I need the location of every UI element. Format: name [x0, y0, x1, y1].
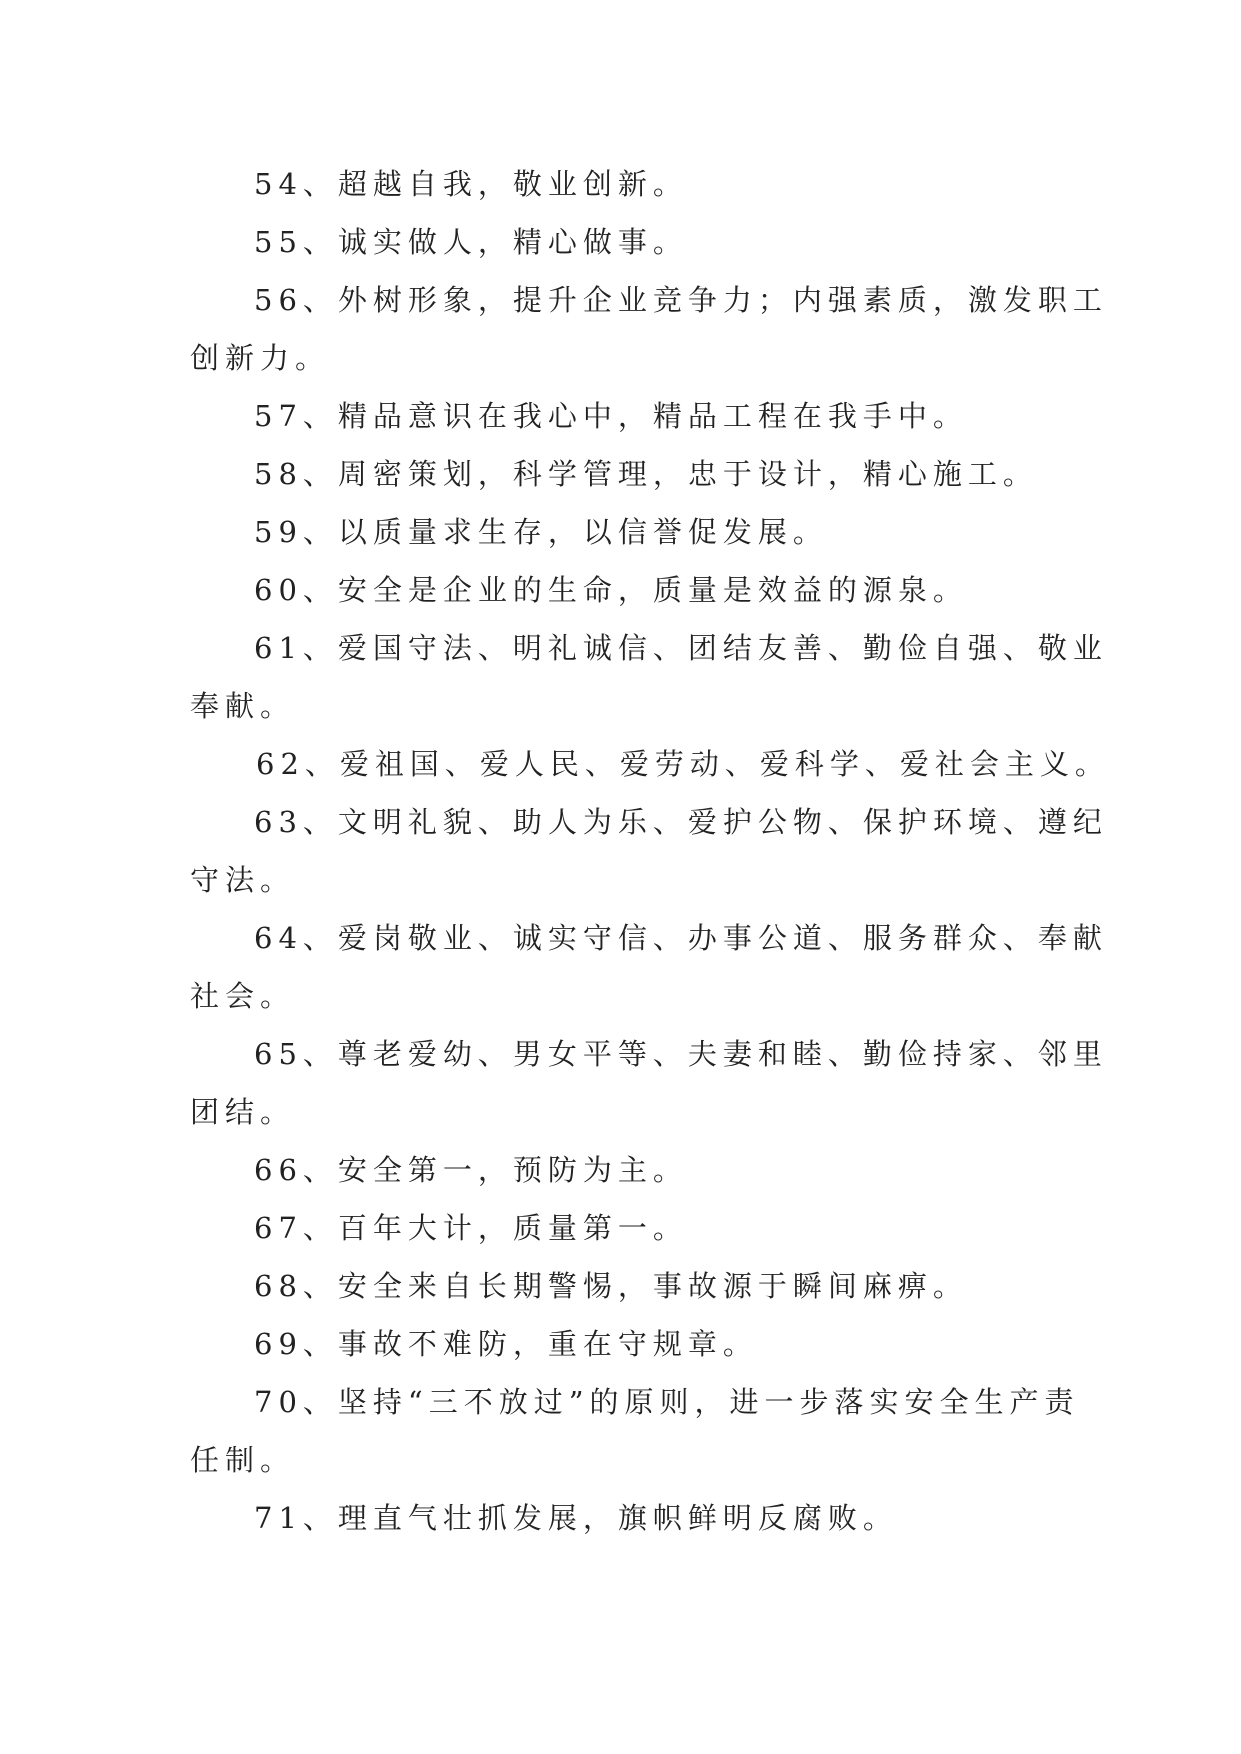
slogan-70: 70、坚持“三不放过”的原则，进一步落实安全生产责: [254, 1385, 1080, 1419]
slogan-70-continued: 任制。: [190, 1443, 296, 1477]
slogan-66: 66、安全第一，预防为主。: [254, 1153, 688, 1187]
slogan-58: 58、周密策划，科学管理，忠于设计，精心施工。: [254, 457, 1038, 491]
slogan-64-continued: 社会。: [190, 979, 296, 1013]
slogan-65: 65、尊老爱幼、男女平等、夫妻和睦、勤俭持家、邻里: [254, 1037, 1108, 1071]
slogan-65-continued: 团结。: [190, 1095, 296, 1129]
slogan-56-continued: 创新力。: [190, 341, 331, 375]
slogan-63-continued: 守法。: [190, 863, 296, 897]
slogan-61-continued: 奉献。: [190, 689, 296, 723]
slogan-59: 59、以质量求生存，以信誉促发展。: [254, 515, 828, 549]
slogan-54: 54、超越自我，敬业创新。: [254, 167, 688, 201]
slogan-63: 63、文明礼貌、助人为乐、爱护公物、保护环境、遵纪: [254, 805, 1108, 839]
slogan-57: 57、精品意识在我心中，精品工程在我手中。: [254, 399, 968, 433]
slogan-55: 55、诚实做人，精心做事。: [254, 225, 688, 259]
slogan-64: 64、爱岗敬业、诚实守信、办事公道、服务群众、奉献: [254, 921, 1108, 955]
slogan-71: 71、理直气壮抓发展，旗帜鲜明反腐败。: [254, 1501, 898, 1535]
slogan-list: [190, 155, 1110, 1547]
slogan-62: 62、爱祖国、爱人民、爱劳动、爱科学、爱社会主义。: [256, 747, 1110, 781]
slogan-60: 60、安全是企业的生命，质量是效益的源泉。: [254, 573, 968, 607]
slogan-67: 67、百年大计，质量第一。: [254, 1211, 688, 1245]
slogan-68: 68、安全来自长期警惕，事故源于瞬间麻痹。: [254, 1269, 968, 1303]
slogan-56: 56、外树形象，提升企业竞争力；内强素质，激发职工: [254, 283, 1108, 317]
slogan-61: 61、爱国守法、明礼诚信、团结友善、勤俭自强、敬业: [254, 631, 1108, 665]
slogan-69: 69、事故不难防，重在守规章。: [254, 1327, 758, 1361]
